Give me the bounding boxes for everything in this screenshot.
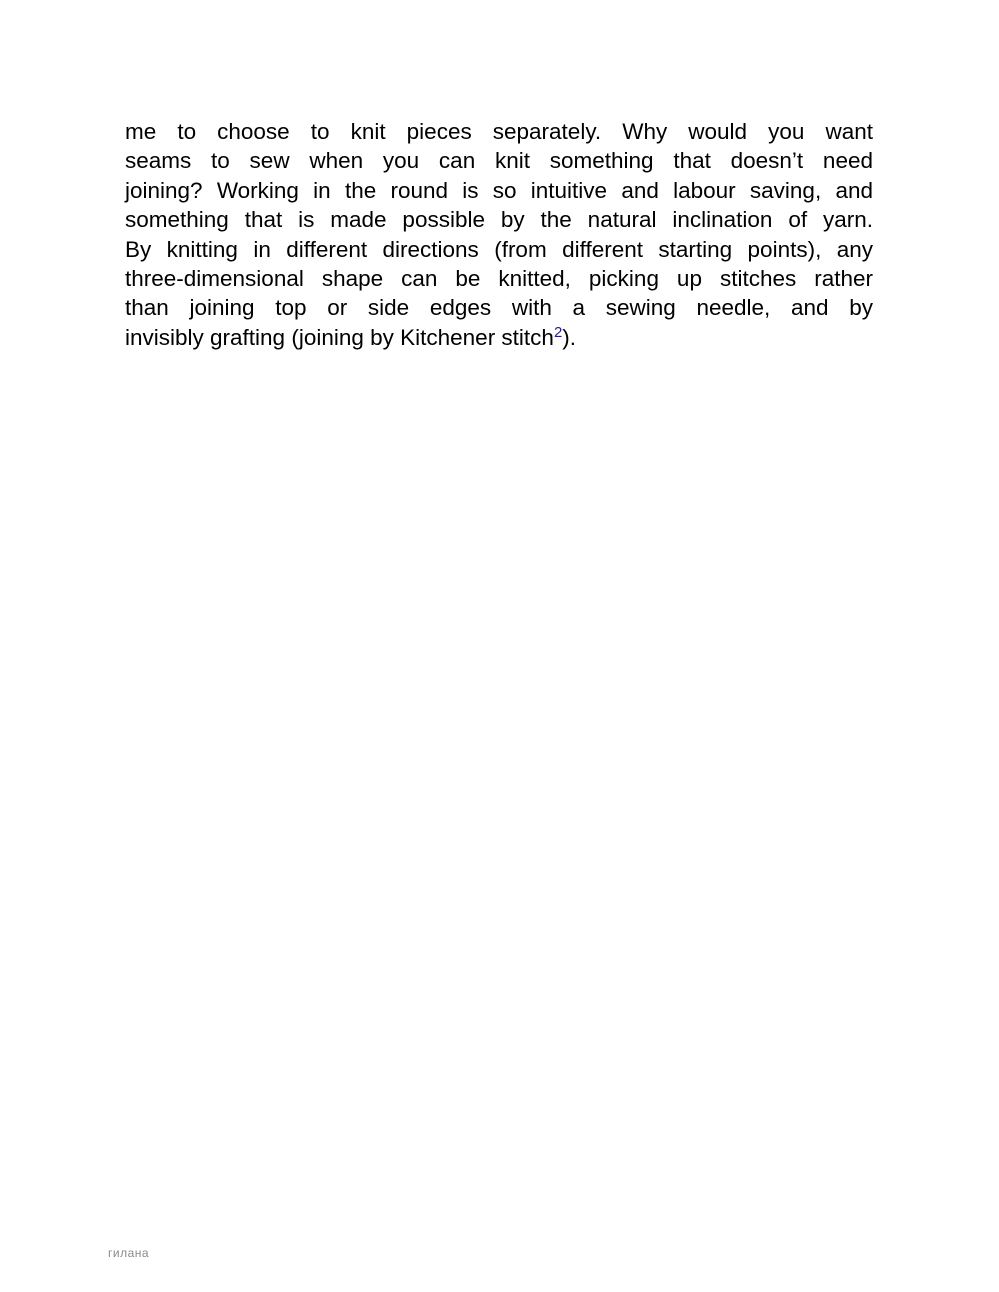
last-line-closing: ). [562,324,577,350]
paragraph-line: than joining top or side edges with a sewing needle, and by [125,295,873,321]
paragraph-line: something that is made possible by the natural inclination of yarn. [125,207,873,233]
footer-watermark: гилана [108,1246,150,1260]
footnote-reference-link[interactable]: 2 [553,323,563,341]
paragraph-line: By knitting in different directions (from different starting points), any [125,236,873,262]
body-paragraph [125,117,873,352]
paragraph-line: three-dimensional shape can be knitted, picking up stitches rather [125,266,873,292]
paragraph-line: seams to sew when you can knit something that doesn’t need [125,148,873,174]
paragraph-line: joining? Working in the round is so intuitive and labour saving, and [125,177,873,203]
paragraph-last-line [125,323,873,352]
paragraph-line: me to choose to knit pieces separately. Why would you want [125,119,873,144]
last-line-text: invisibly grafting (joining by Kitchener stitch [125,324,554,350]
